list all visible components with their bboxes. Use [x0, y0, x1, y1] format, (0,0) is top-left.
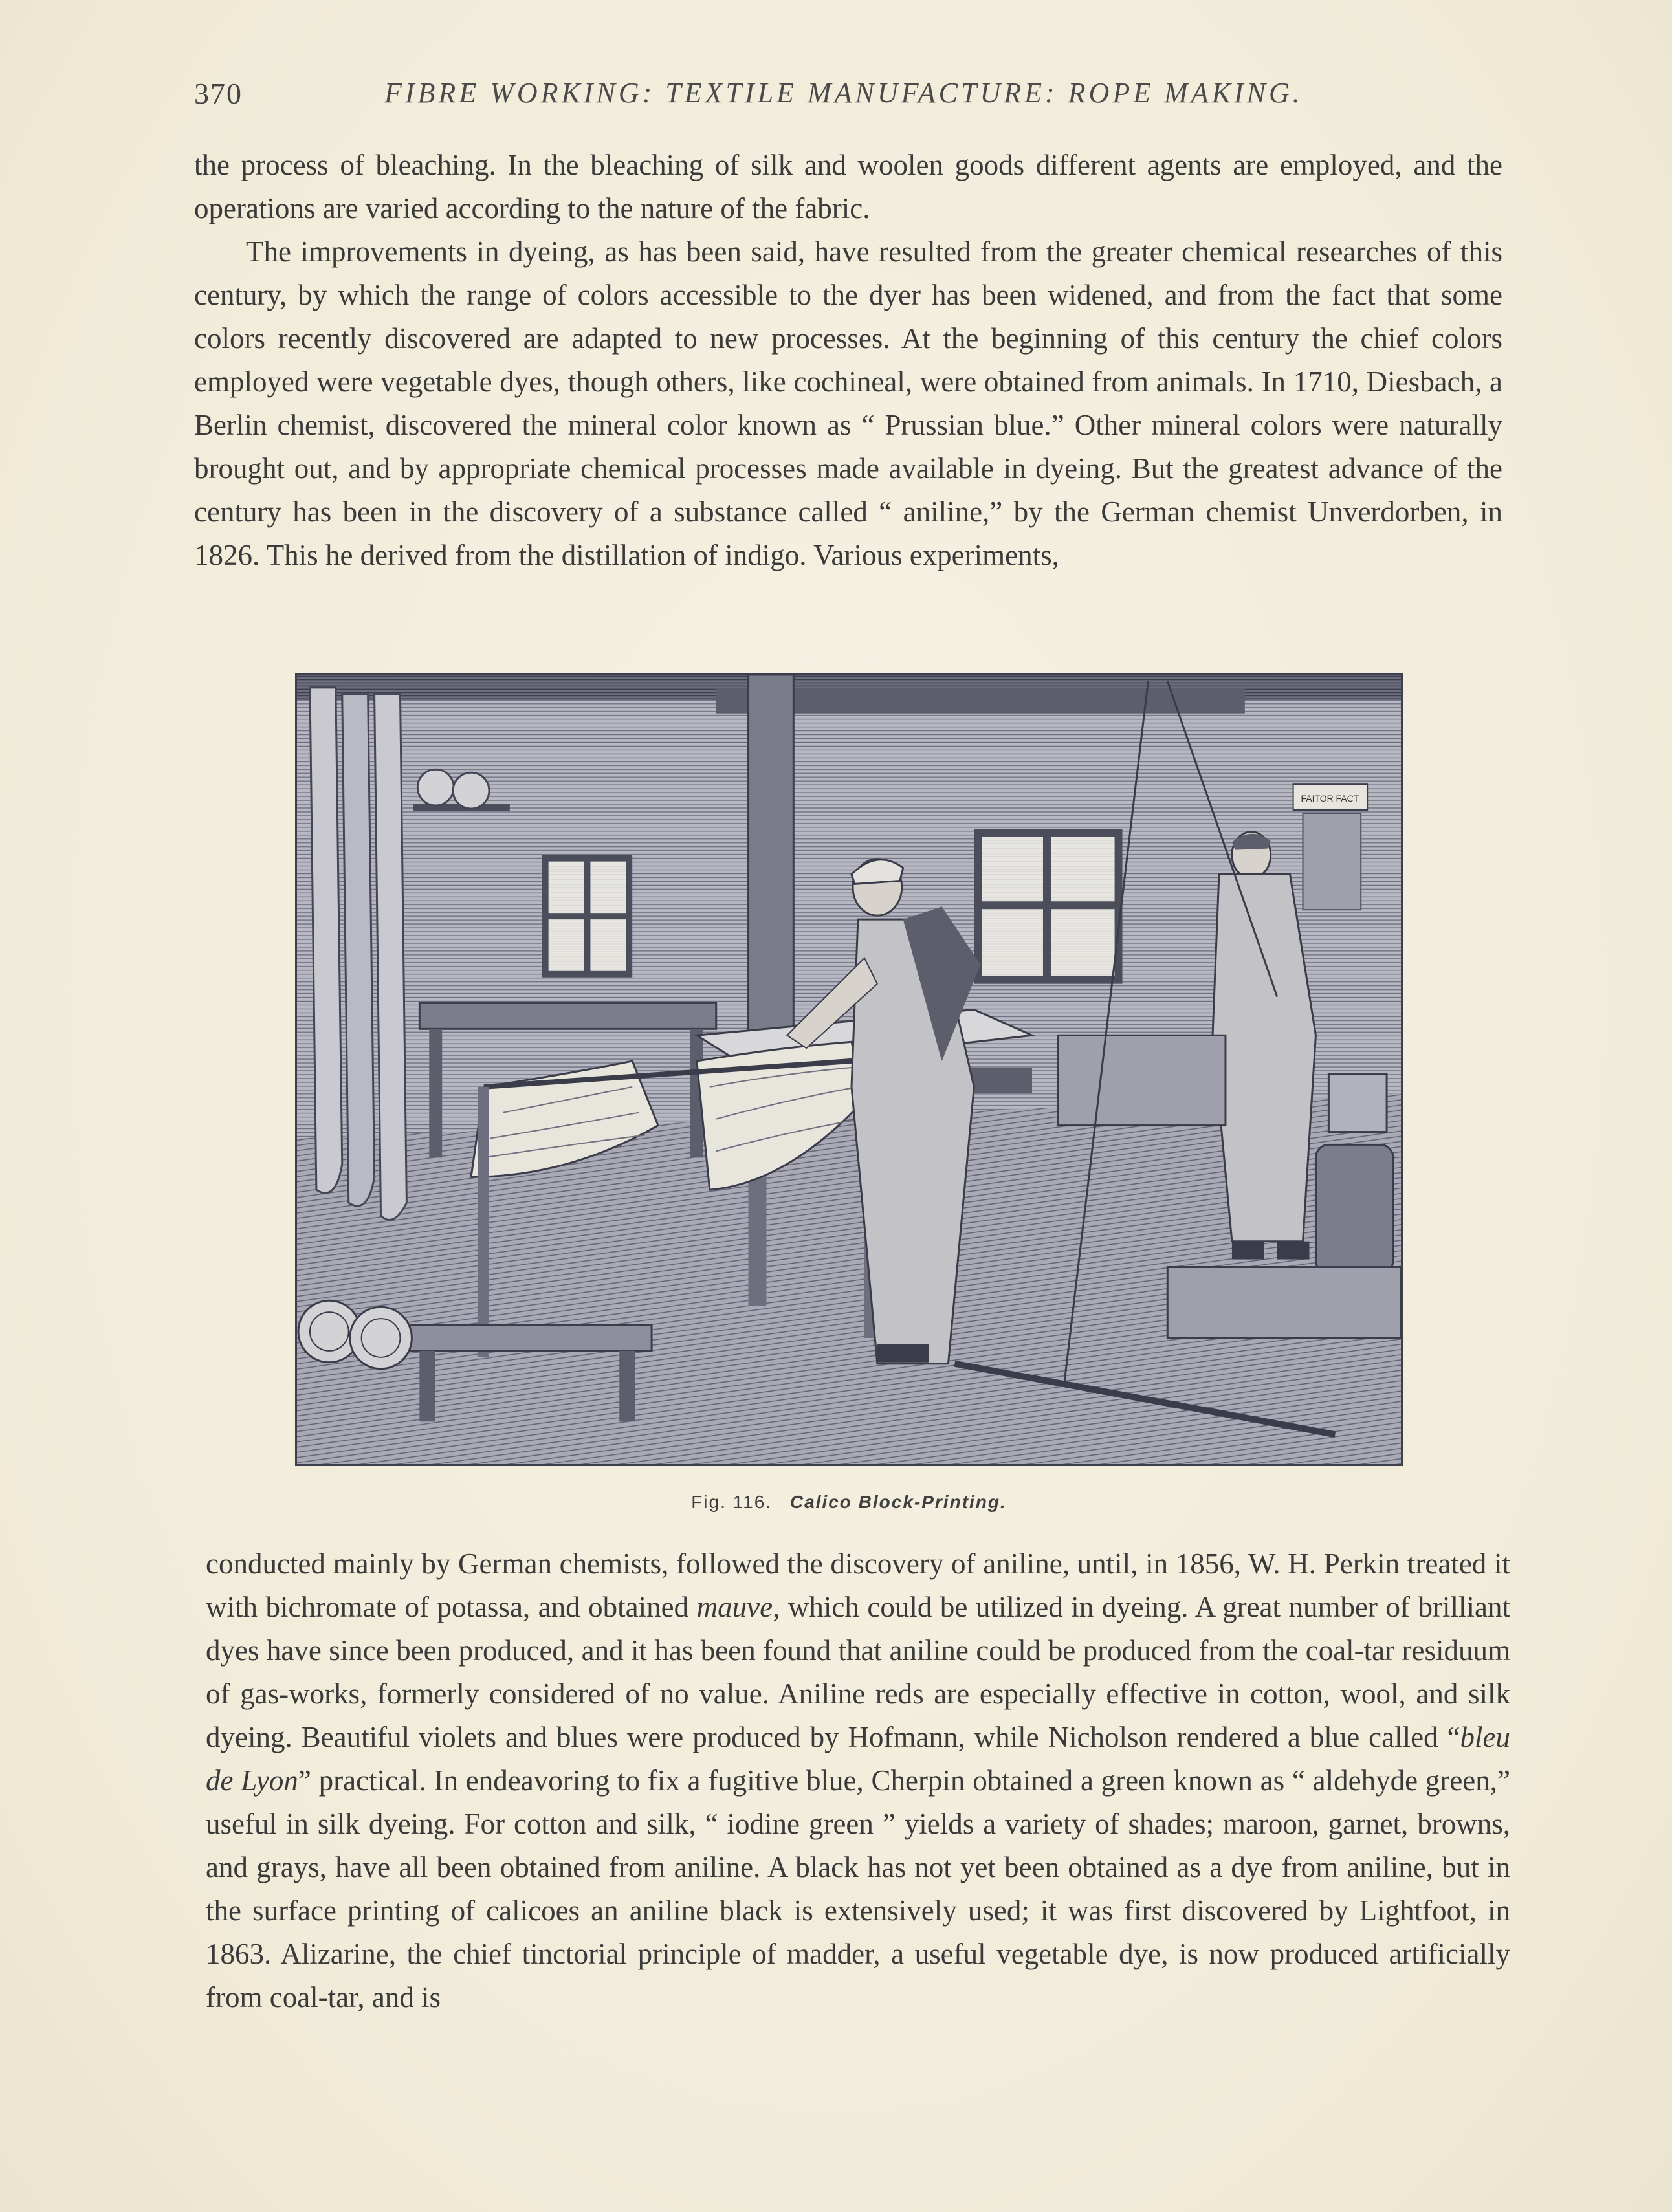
- paragraph-dyeing-improvements: The improvements in dyeing, as has been said, have resulted from the greater chemical researches of this century, by which the range of colors accessible to the dyer has been widened, and from the fact that some colors recently discovered are adapted to new processes. At the beginning of this century the chief colors employed were vegetable dyes, though others, like cochineal, were obtained from animals. In 1710, Diesbach, a Berlin chemist, discovered the mineral color known as “ Prussian blue.” Other mineral colors were naturally brought out, and by appropriate chemical processes made available in dyeing. But the greatest advance of the century has been in the discovery of a substance called “ aniline,” by the German chemist Unverdorben, in 1826. This he derived from the distillation of indigo. Various experiments,: [194, 235, 1502, 571]
- page-number: 370: [194, 77, 243, 110]
- ceiling-beam: [716, 688, 1245, 714]
- text-run: conducted mainly by German chemists, followed the discovery of aniline, until, in 1856, W. H. Perkin treated it with bichromate of potassa, and obtained: [206, 1548, 1510, 1623]
- italic-term-mauve: mauve: [696, 1591, 773, 1623]
- figure-title: Calico Block-Printing.: [789, 1492, 1007, 1512]
- right-window: [974, 829, 1122, 984]
- engraving-illustration: [297, 675, 1401, 1464]
- paragraph-bleaching: the process of bleaching. In the bleaching of silk and woolen goods different agents are employed, and the operations are varied according to the nature of the fabric.: [194, 149, 1502, 224]
- italic-term-bleu-de-lyon: bleu de Lyon: [206, 1721, 1510, 1797]
- paragraph-aniline-dyes: [206, 1542, 1510, 2019]
- wooden-post: [749, 675, 794, 1035]
- text-block-bottom: [206, 1542, 1510, 2019]
- wall-sign-text: FAITOR FACT: [1301, 793, 1359, 804]
- page-header: [194, 76, 1508, 115]
- figure-calico-block-printing: [295, 673, 1403, 1466]
- text-run: ” practical. In endeavoring to fix a fugitive blue, Cherpin obtained a green known as “ aldehyde green,” useful in silk dyeing. For cotton and silk, “ iodine green ” yields a variety of shades; maroon, garnet, browns, and grays, have all been obtained from aniline. A black has not yet been obtained as a dye from aniline, but in the surface printing of calicoes an aniline black is extensively used; it was first discovered by Lightfoot, in 1863. Alizarine, the chief tinctorial principle of madder, a useful vegetable dye, is now produced artificially from coal-tar, and is: [206, 1764, 1510, 2013]
- running-title: FIBRE WORKING: TEXTILE MANUFACTURE: ROPE MAKING.: [384, 77, 1303, 109]
- figure-caption: [295, 1492, 1403, 1513]
- left-window: [542, 855, 633, 978]
- text-run: , which could be utilized in dyeing. A great number of brilliant dyes have since been produced, and it has been found that aniline could be produced from the coal-tar residuum of gas-works, formerly considered of no value. Aniline reds are especially effective in cotton, wool, and silk dyeing. Beautiful violets and blues were produced by Hofmann, while Nicholson rendered a blue called “: [206, 1591, 1510, 1753]
- text-block-top: [194, 144, 1502, 577]
- hanging-cloth: [310, 688, 406, 1220]
- wall-sign: [1293, 784, 1368, 910]
- figure-number: Fig. 116.: [691, 1492, 773, 1512]
